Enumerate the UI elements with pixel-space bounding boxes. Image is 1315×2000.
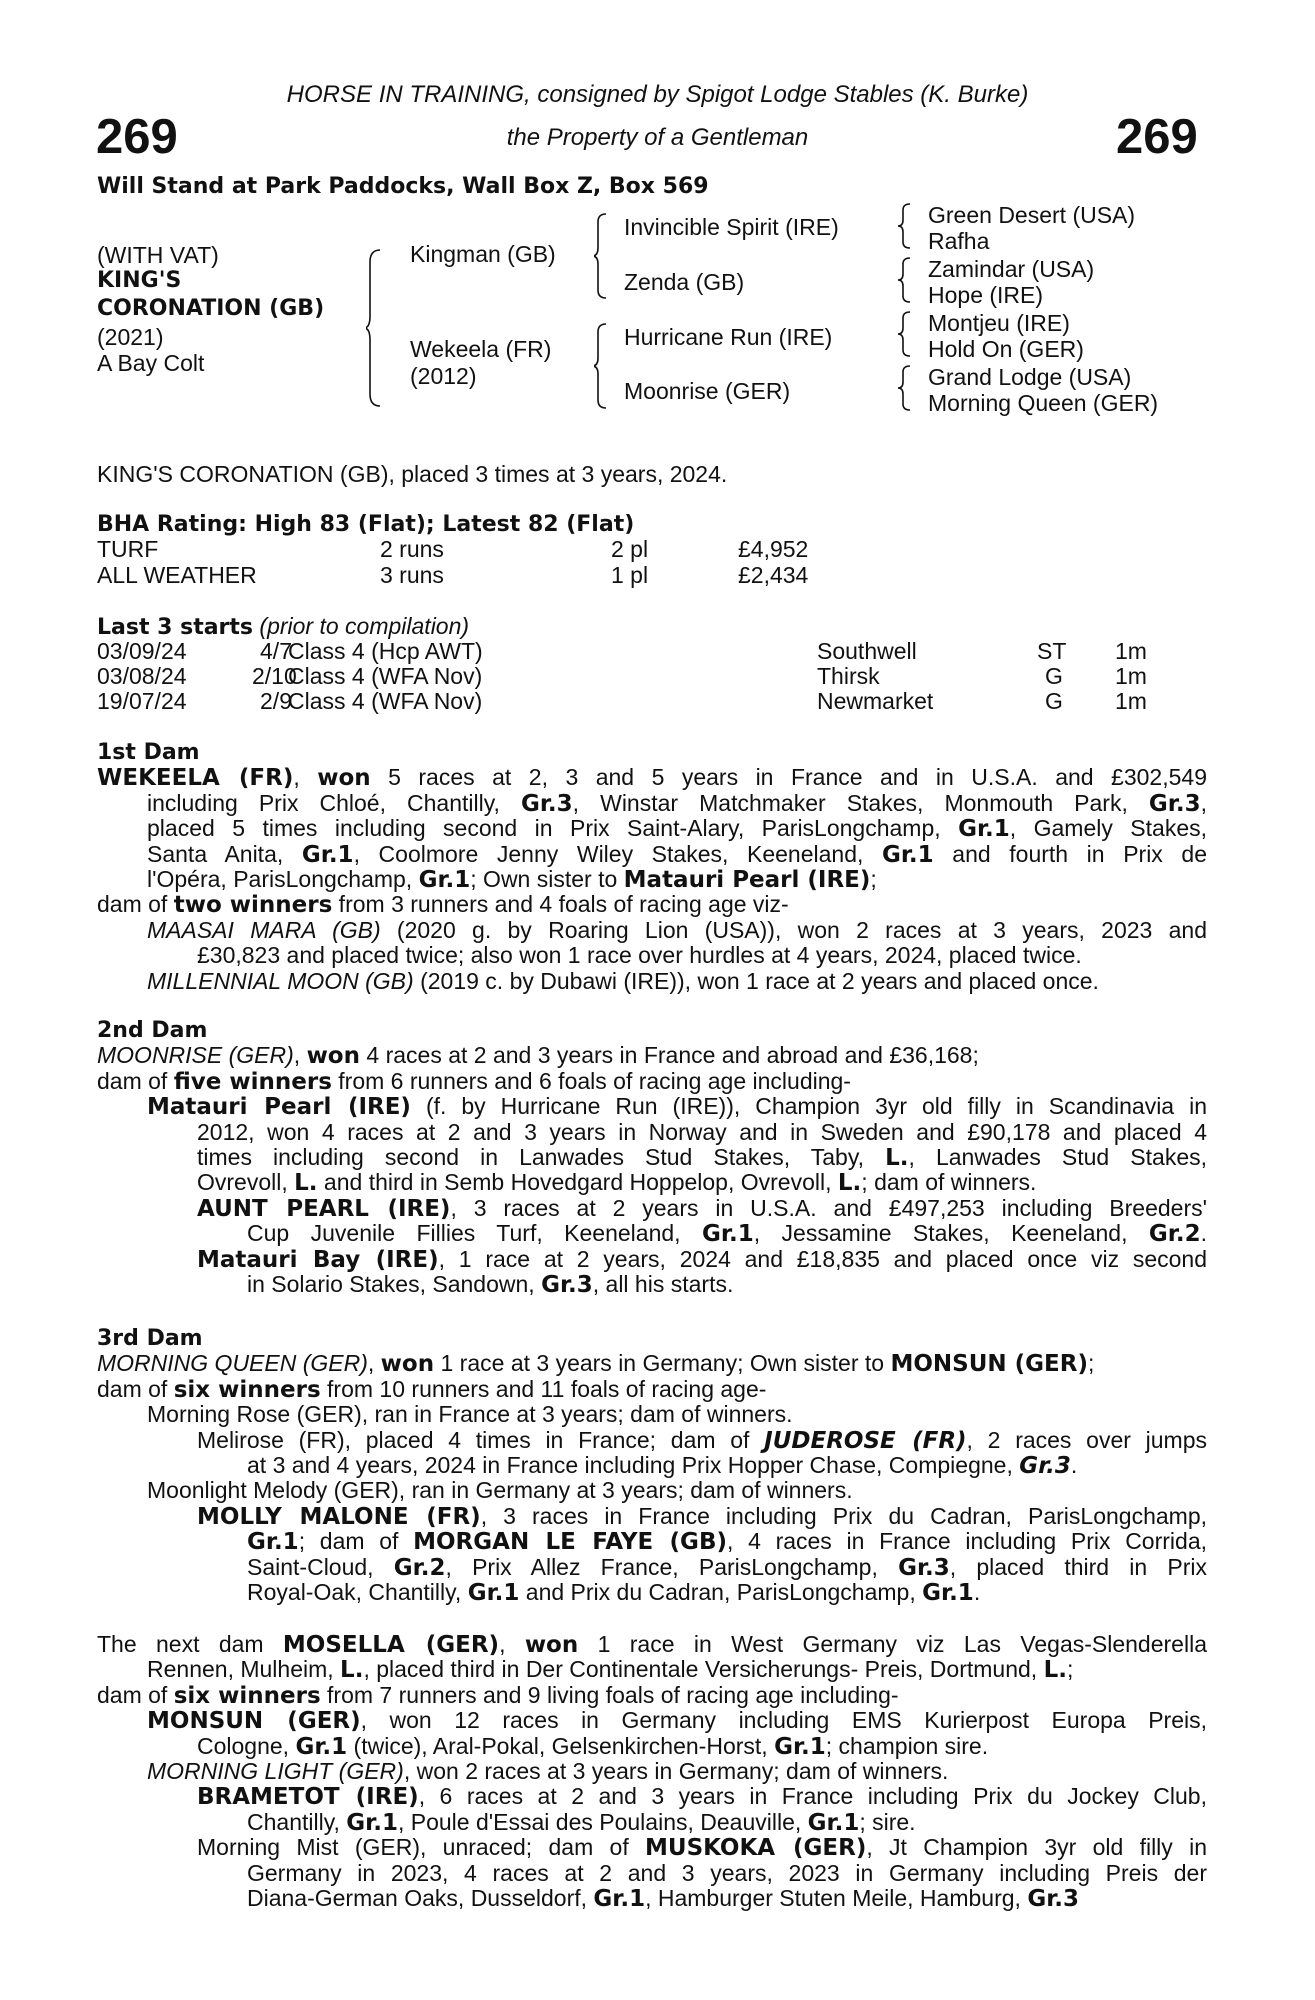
pedigree-gen3-8: Morning Queen (GER) [928, 390, 1159, 416]
pedigree-dam-dam: Moonrise (GER) [624, 378, 791, 404]
text-fragment: , 2 races over jumps [966, 1426, 1207, 1453]
text-fragment: won [317, 765, 371, 792]
text-fragment: Royal-Oak, Chantilly, [247, 1578, 468, 1605]
text-fragment: , [499, 1631, 525, 1657]
text-line [97, 1810, 1207, 1835]
text-line: 2012, won 4 races at 2 and 3 years in Norway and in Sweden and £90,178 and placed 4 [197, 1118, 1207, 1145]
dam-name: WEKEELA (FR) [97, 765, 294, 792]
sire-line-brace [594, 212, 612, 300]
grade: L. [294, 1170, 318, 1197]
text-fragment: won [380, 1351, 435, 1378]
sire-dam-brace [366, 248, 386, 408]
text-line [97, 969, 1207, 994]
text-fragment: five winners [173, 1068, 332, 1095]
grade: Gr.1 [958, 816, 1010, 843]
text-line [97, 1247, 1207, 1272]
start-date: 19/07/24 [97, 688, 187, 714]
text-fragment: six winners [173, 1682, 321, 1709]
pedigree-gen3-6: Hold On (GER) [928, 336, 1084, 362]
text-fragment: (2020 g. by Roaring Lion (USA)), won 2 races at 3 years, 2023 and [380, 916, 1207, 943]
horse-name: MOLLY MALONE (FR) [197, 1503, 481, 1530]
horse-name: JUDEROSE (FR) [764, 1427, 967, 1454]
text-fragment: , 4 races in France including Prix Corrida, [726, 1528, 1208, 1555]
text-line [97, 1196, 1207, 1221]
grade: Gr.3 [1148, 790, 1201, 817]
text-line [97, 1272, 1207, 1297]
dam-name: MOONRISE (GER) [97, 1042, 294, 1069]
text-fragment: , all his starts. [592, 1270, 734, 1297]
runs: 2 runs [380, 536, 444, 562]
grade: Gr.2 [393, 1554, 446, 1581]
text-line [97, 1145, 1207, 1170]
race-summary: KING'S CORONATION (GB), placed 3 times at 3 years, 2024. [97, 461, 728, 487]
text-fragment: Morning Mist (GER), unraced; dam of [197, 1834, 645, 1861]
horse-year: (2021) [97, 324, 164, 350]
text-fragment: 4 races at 2 and 3 years in France and abroad and £36,168; [360, 1042, 979, 1069]
grade: Gr.1 [295, 1733, 348, 1760]
text-fragment: from 3 runners and 4 foals of racing age viz- [332, 891, 789, 918]
start-position: 4/7 [260, 638, 292, 664]
text-fragment: (2019 c. by Dubawi (IRE)), won 1 race at 2 years and placed once. [413, 967, 1099, 994]
grade: Gr.1 [467, 1579, 520, 1606]
text-line [97, 1043, 1207, 1068]
text-fragment: , [293, 1042, 307, 1069]
grade: Gr.3 [1019, 1452, 1071, 1479]
text-line [97, 1094, 1207, 1119]
dam-name: MOSELLA (GER) [282, 1632, 500, 1658]
bha-rating: BHA Rating: High 83 (Flat); Latest 82 (Flat) [97, 512, 635, 537]
lot-number-left: 269 [96, 110, 178, 164]
stand-location: Will Stand at Park Paddocks, Wall Box Z, Box 569 [97, 174, 709, 199]
text-fragment: and fourth in Prix de [933, 840, 1207, 867]
text-fragment: , Gamely Stakes, [1009, 815, 1207, 842]
horse-name-line2: CORONATION (GB) [97, 296, 325, 321]
consignment-line: HORSE IN TRAINING, consigned by Spigot Lodge Stables (K. Burke) [286, 81, 1029, 108]
start-class: Class 4 (WFA Nov) [288, 663, 483, 689]
pedigree-gen3-7: Grand Lodge (USA) [928, 364, 1132, 390]
prize-money: £4,952 [738, 536, 809, 562]
grade: Gr.1 [593, 1885, 646, 1912]
surface: ALL WEATHER [97, 562, 257, 588]
text-fragment: , Lanwades Stud Stakes, [908, 1143, 1207, 1170]
lot-number-right: 269 [1116, 110, 1198, 164]
text-fragment: , Winstar Matchmaker Stakes, Monmouth Park, [572, 789, 1149, 816]
text-fragment: ; dam of winners. [861, 1169, 1037, 1196]
text-fragment: , [367, 1350, 381, 1377]
section-heading: 3rd Dam [97, 1326, 203, 1351]
text-line [97, 1529, 1207, 1554]
pedigree-sire-dam: Zenda (GB) [624, 269, 745, 295]
grade: L. [885, 1144, 909, 1171]
text-fragment: , 3 races at 2 years in U.S.A. and £497,253 including Breeders' [450, 1194, 1207, 1221]
text-fragment: (twice), Aral-Pokal, Gelsenkirchen-Horst, [347, 1732, 775, 1759]
start-course: Southwell [817, 638, 917, 664]
surface: TURF [97, 536, 159, 562]
section-heading: 1st Dam [97, 740, 200, 765]
text-fragment: dam of [97, 1375, 174, 1402]
prize-money: £2,434 [738, 562, 809, 588]
grade: Gr.3 [541, 1271, 593, 1298]
text-line [97, 1835, 1207, 1860]
start-distance: 1m [1115, 663, 1147, 689]
text-line [97, 1221, 1207, 1246]
horse-name: MONSUN (GER) [147, 1708, 361, 1735]
horse-name: MORNING LIGHT (GER) [147, 1757, 404, 1784]
start-date: 03/08/24 [97, 663, 187, 689]
grade: Gr.1 [881, 841, 934, 868]
text-line: £30,823 and placed twice; also won 1 race over hurdles at 4 years, 2024, placed twice. [197, 942, 1082, 969]
grade: Gr.1 [247, 1529, 299, 1556]
grade: Gr.1 [702, 1221, 754, 1248]
last-starts-note: (prior to compilation) [259, 613, 470, 639]
pedigree-dam-sire: Hurricane Run (IRE) [624, 324, 833, 350]
section-heading: 2nd Dam [97, 1018, 208, 1043]
text-fragment: Melirose (FR), placed 4 times in France; dam of [197, 1426, 765, 1453]
dam-line-brace [594, 322, 612, 410]
pedigree-sire: Kingman (GB) [410, 241, 556, 267]
text-fragment: from 10 runners and 11 foals of racing age- [320, 1375, 767, 1402]
text-line [97, 1734, 1207, 1759]
second-dam-section [97, 1018, 1207, 1297]
text-fragment: The next dam [97, 1631, 283, 1657]
start-class: Class 4 (Hcp AWT) [288, 638, 483, 664]
horse-name: AUNT PEARL (IRE) [197, 1195, 451, 1222]
horse-name: Matauri Pearl (IRE) [623, 866, 871, 893]
text-line [97, 816, 1207, 841]
text-fragment: . [1070, 1451, 1078, 1478]
placings: 2 pl [611, 536, 649, 562]
start-date: 03/09/24 [97, 638, 187, 664]
brace-gen3-3 [898, 310, 914, 358]
brace-gen3-4 [898, 364, 914, 412]
grade: L. [340, 1657, 364, 1684]
horse-name: Matauri Bay (IRE) [197, 1246, 439, 1273]
text-line [97, 1784, 1207, 1809]
text-line: Germany in 2023, 4 races at 2 and 3 years, 2023 in Germany including Preis der [247, 1859, 1207, 1886]
runs: 3 runs [380, 562, 444, 588]
start-going: ST [1037, 638, 1067, 664]
pedigree-gen3-3: Zamindar (USA) [928, 256, 1095, 282]
text-fragment: from 6 runners and 6 foals of racing age including- [331, 1067, 851, 1094]
text-fragment: won [306, 1043, 360, 1070]
text-line [97, 1504, 1207, 1529]
text-line: Moonlight Melody (GER), ran in Germany at 3 years; dam of winners. [147, 1477, 853, 1504]
pedigree-gen3-1: Green Desert (USA) [928, 202, 1136, 228]
horse-name: BRAMETOT (IRE) [197, 1784, 419, 1811]
text-fragment: six winners [173, 1376, 321, 1403]
text-fragment: times including second in Lanwades Stud Stakes, Taby, [197, 1143, 886, 1170]
text-fragment: including Prix Chloé, Chantilly, [147, 789, 521, 816]
text-line [97, 842, 1207, 867]
text-fragment: and third in Semb Hovedgard Hoppelop, Ovrevoll, [317, 1169, 838, 1196]
horse-name-line1: KING'S [97, 268, 182, 293]
text-fragment: Diana-German Oaks, Dusseldorf, [247, 1884, 594, 1911]
text-line [97, 765, 1207, 790]
text-line: Morning Rose (GER), ran in France at 3 years; dam of winners. [147, 1401, 793, 1428]
text-fragment: Santa Anita, [147, 840, 302, 867]
text-fragment: Saint-Cloud, [247, 1553, 394, 1580]
text-fragment: Rennen, Mulheim, [147, 1656, 341, 1683]
text-fragment: two winners [173, 892, 333, 919]
start-course: Newmarket [817, 688, 934, 714]
text-fragment: ; sire. [859, 1808, 916, 1835]
dam-name: MORNING QUEEN (GER) [97, 1350, 368, 1377]
text-fragment: , [293, 764, 318, 791]
text-fragment: ; champion sire. [825, 1732, 989, 1759]
text-fragment: . [973, 1578, 981, 1605]
grade: Gr.2 [1148, 1221, 1201, 1248]
next-dam-section [97, 1632, 1207, 1911]
text-line [97, 1377, 1207, 1402]
text-fragment: , Jt Champion 3yr old filly in [866, 1834, 1207, 1861]
pedigree-gen3-4: Hope (IRE) [928, 282, 1044, 308]
grade: L. [1043, 1657, 1067, 1684]
text-fragment: , 1 race at 2 years, 2024 and £18,835 and placed once viz second [438, 1245, 1207, 1272]
text-line [97, 1657, 1207, 1682]
text-fragment: dam of [97, 1067, 174, 1094]
pedigree-sire-sire: Invincible Spirit (IRE) [624, 214, 839, 240]
text-fragment: dam of [97, 891, 174, 918]
grade: Gr.1 [418, 866, 471, 893]
text-fragment: , Coolmore Jenny Wiley Stakes, Keeneland, [353, 840, 882, 867]
horse-name: MORGAN LE FAYE (GB) [413, 1529, 727, 1556]
horse-name: MONSUN (GER) [890, 1351, 1088, 1378]
text-line [97, 1555, 1207, 1580]
text-line [97, 918, 1207, 943]
text-fragment: ; [870, 865, 877, 892]
text-fragment: . [1200, 1220, 1207, 1247]
text-fragment: 1 race at 3 years in Germany; Own sister to [434, 1350, 891, 1377]
horse-name: MUSKOKA (GER) [645, 1835, 867, 1862]
brace-gen3-1 [898, 202, 914, 250]
text-fragment: , [1200, 789, 1207, 816]
text-fragment: at 3 and 4 years, 2024 in France including Prix Hopper Chase, Compiegne, [247, 1451, 1020, 1478]
start-position: 2/10 [252, 663, 297, 689]
text-line [97, 1580, 1207, 1605]
grade: Gr.1 [774, 1733, 826, 1760]
pedigree-gen3-2: Rafha [928, 228, 990, 254]
brace-gen3-2 [898, 256, 914, 304]
first-dam-section [97, 740, 1207, 994]
text-fragment: , Jessamine Stakes, Keeneland, [753, 1220, 1149, 1247]
text-fragment: in Solario Stakes, Sandown, [247, 1270, 542, 1297]
text-line [97, 1453, 1207, 1478]
text-fragment: l'Opéra, ParisLongchamp, [147, 865, 419, 892]
text-fragment: Cup Juvenile Fillies Turf, Keeneland, [247, 1220, 703, 1247]
text-line [97, 791, 1207, 816]
start-going: G [1045, 688, 1063, 714]
last-starts-title: Last 3 starts [97, 615, 254, 640]
text-fragment: , won 12 races in Germany including EMS Kurierpost Europa Preis, [360, 1707, 1207, 1734]
last-starts-heading [97, 614, 469, 640]
pedigree-dam: Wekeela (FR) [410, 336, 552, 362]
start-position: 2/9 [260, 688, 292, 714]
text-line [97, 1759, 1207, 1784]
text-fragment: 1 race in West Germany viz Las Vegas-Slenderella [578, 1631, 1207, 1657]
placings: 1 pl [611, 562, 649, 588]
text-fragment: , 6 races at 2 and 3 years in France including Prix du Jockey Club, [418, 1783, 1207, 1810]
horse-name: Matauri Pearl (IRE) [147, 1094, 411, 1121]
start-class: Class 4 (WFA Nov) [288, 688, 483, 714]
horse-description: A Bay Colt [97, 350, 205, 376]
text-fragment: , placed third in Prix [949, 1553, 1207, 1580]
start-distance: 1m [1115, 638, 1147, 664]
text-line [97, 1632, 1207, 1657]
pedigree-dam-year: (2012) [410, 363, 477, 389]
text-fragment: , Poule d'Essai des Poulains, Deauville, [397, 1808, 808, 1835]
text-line [97, 1708, 1207, 1733]
text-fragment: , won 2 races at 3 years in Germany; dam of winners. [403, 1757, 949, 1784]
horse-name: MILLENNIAL MOON (GB) [147, 967, 414, 994]
text-fragment: ; [1066, 1656, 1074, 1683]
grade: L. [837, 1170, 862, 1197]
grade: Gr.1 [807, 1809, 860, 1836]
text-line [97, 1886, 1207, 1911]
grade: Gr.1 [922, 1579, 974, 1606]
text-fragment: ; dam of [298, 1528, 414, 1555]
grade: Gr.3 [520, 790, 573, 817]
text-fragment: Cologne, [197, 1732, 296, 1759]
property-line: the Property of a Gentleman [506, 124, 809, 151]
text-fragment: (f. by Hurricane Run (IRE)), Champion 3yr old filly in Scandinavia in [410, 1093, 1207, 1120]
text-line [97, 867, 1207, 892]
text-line [97, 1428, 1207, 1453]
start-distance: 1m [1115, 688, 1147, 714]
text-fragment: 5 races at 2, 3 and 5 years in France and in U.S.A. and £302,549 [370, 764, 1207, 791]
vat-note: (WITH VAT) [97, 242, 219, 268]
text-fragment: dam of [97, 1681, 174, 1708]
text-line [97, 1351, 1207, 1376]
text-fragment: ; [1087, 1350, 1095, 1377]
text-line [97, 892, 1207, 917]
text-line [97, 1683, 1207, 1708]
text-fragment: Ovrevoll, [197, 1169, 295, 1196]
text-fragment: , placed third in Der Continentale Versicherungs- Preis, Dortmund, [363, 1656, 1044, 1683]
text-fragment: , Prix Allez France, ParisLongchamp, [445, 1553, 899, 1580]
third-dam-section [97, 1326, 1207, 1605]
text-line [97, 1069, 1207, 1094]
start-going: G [1045, 663, 1063, 689]
text-fragment: and Prix du Cadran, ParisLongchamp, [519, 1578, 923, 1605]
horse-name: MAASAI MARA (GB) [147, 916, 381, 943]
grade: Gr.1 [346, 1809, 398, 1836]
text-fragment: won [524, 1632, 579, 1658]
text-fragment: , 3 races in France including Prix du Cadran, ParisLongchamp, [480, 1502, 1208, 1529]
grade: Gr.3 [898, 1554, 950, 1581]
grade: Gr.1 [301, 841, 354, 868]
text-fragment: , Hamburger Stuten Meile, Hamburg, [645, 1884, 1028, 1911]
text-line [97, 1170, 1207, 1195]
start-course: Thirsk [817, 663, 880, 689]
pedigree-gen3-5: Montjeu (IRE) [928, 310, 1070, 336]
grade: Gr.3 [1027, 1885, 1079, 1912]
text-fragment: ; Own sister to [470, 865, 624, 892]
text-fragment: from 7 runners and 9 living foals of racing age including- [320, 1681, 899, 1708]
text-fragment: Chantilly, [247, 1808, 347, 1835]
text-fragment: placed 5 times including second in Prix Saint-Alary, ParisLongchamp, [147, 815, 959, 842]
